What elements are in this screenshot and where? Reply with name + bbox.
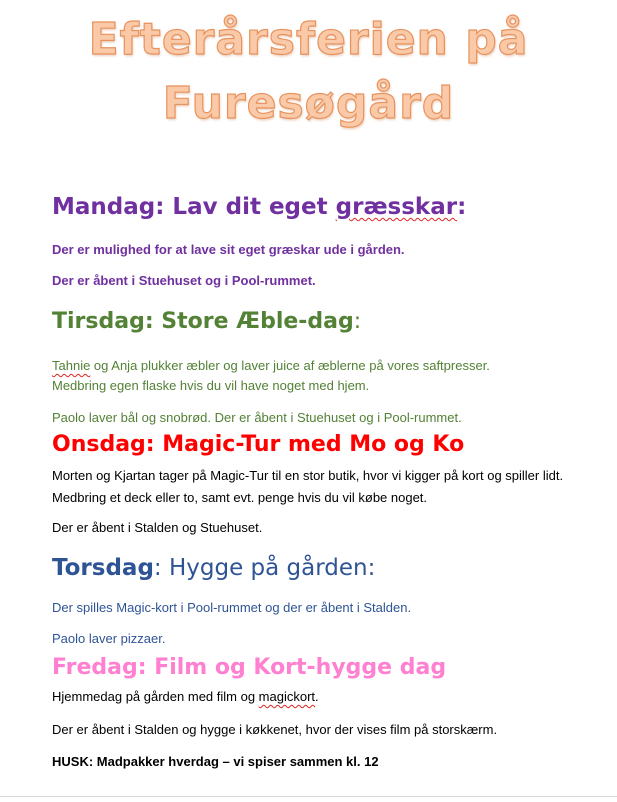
friday-heading: Fredag: Film og Kort-hygge dag	[52, 655, 447, 680]
section-wednesday	[52, 432, 572, 535]
wednesday-line-2: Der er åbent i Stalden og Stuehuset.	[52, 520, 263, 535]
monday-line-1: Der er mulighed for at lave sit eget græskar ude i gården.	[52, 242, 405, 257]
title-line-2: Furesøgård	[162, 78, 455, 129]
monday-line-2: Der er åbent i Stuehuset og i Pool-rummet.	[52, 273, 316, 288]
tuesday-heading: Tirsdag: Store Æble-dag:	[52, 309, 362, 334]
friday-line-2: Der er åbent i Stalden og hygge i køkkenet, hvor der vises film på storskærm.	[52, 722, 498, 737]
reminder-text: HUSK: Madpakker hverdag – vi spiser sammen kl. 12	[52, 754, 379, 769]
section-tuesday	[52, 309, 572, 425]
thursday-line-1: Der spilles Magic-kort i Pool-rummet og der er åbent i Stalden.	[52, 600, 412, 615]
page-bottom-divider	[0, 796, 617, 797]
tuesday-line-2: Paolo laver bål og snobrød. Der er åbent i Stuehuset og i Pool-rummet.	[52, 410, 462, 425]
thursday-line-2: Paolo laver pizzaer.	[52, 631, 166, 646]
thursday-heading: Torsdag: Hygge på gården:	[52, 555, 376, 581]
monday-heading: Mandag: Lav dit eget græsskar:	[52, 194, 467, 220]
section-monday	[52, 194, 572, 288]
tuesday-line-1: Tahnie og Anja plukker æbler og laver juice af æblerne på vores saftpresser. Medbring egen flaske hvis du vil have noget med hjem.	[52, 358, 490, 393]
spellcheck-word: græsskar	[335, 194, 458, 220]
spellcheck-word: Tahnie	[52, 358, 91, 373]
section-friday	[52, 655, 572, 737]
section-thursday	[52, 555, 572, 646]
title-line-1: Efterårsferien på	[88, 14, 529, 65]
friday-line-1: Hjemmedag på gården med film og magickort.	[52, 689, 319, 704]
wednesday-heading: Onsdag: Magic-Tur med Mo og Ko	[52, 432, 465, 457]
reminder-section	[52, 752, 572, 772]
wednesday-line-1: Morten og Kjartan tager på Magic-Tur til en stor butik, hvor vi kigger på kort og spiller lidt. Medbring et deck eller to, samt evt. penge hvis du vil købe noget.	[52, 468, 564, 505]
spellcheck-word: magickort	[258, 689, 316, 704]
